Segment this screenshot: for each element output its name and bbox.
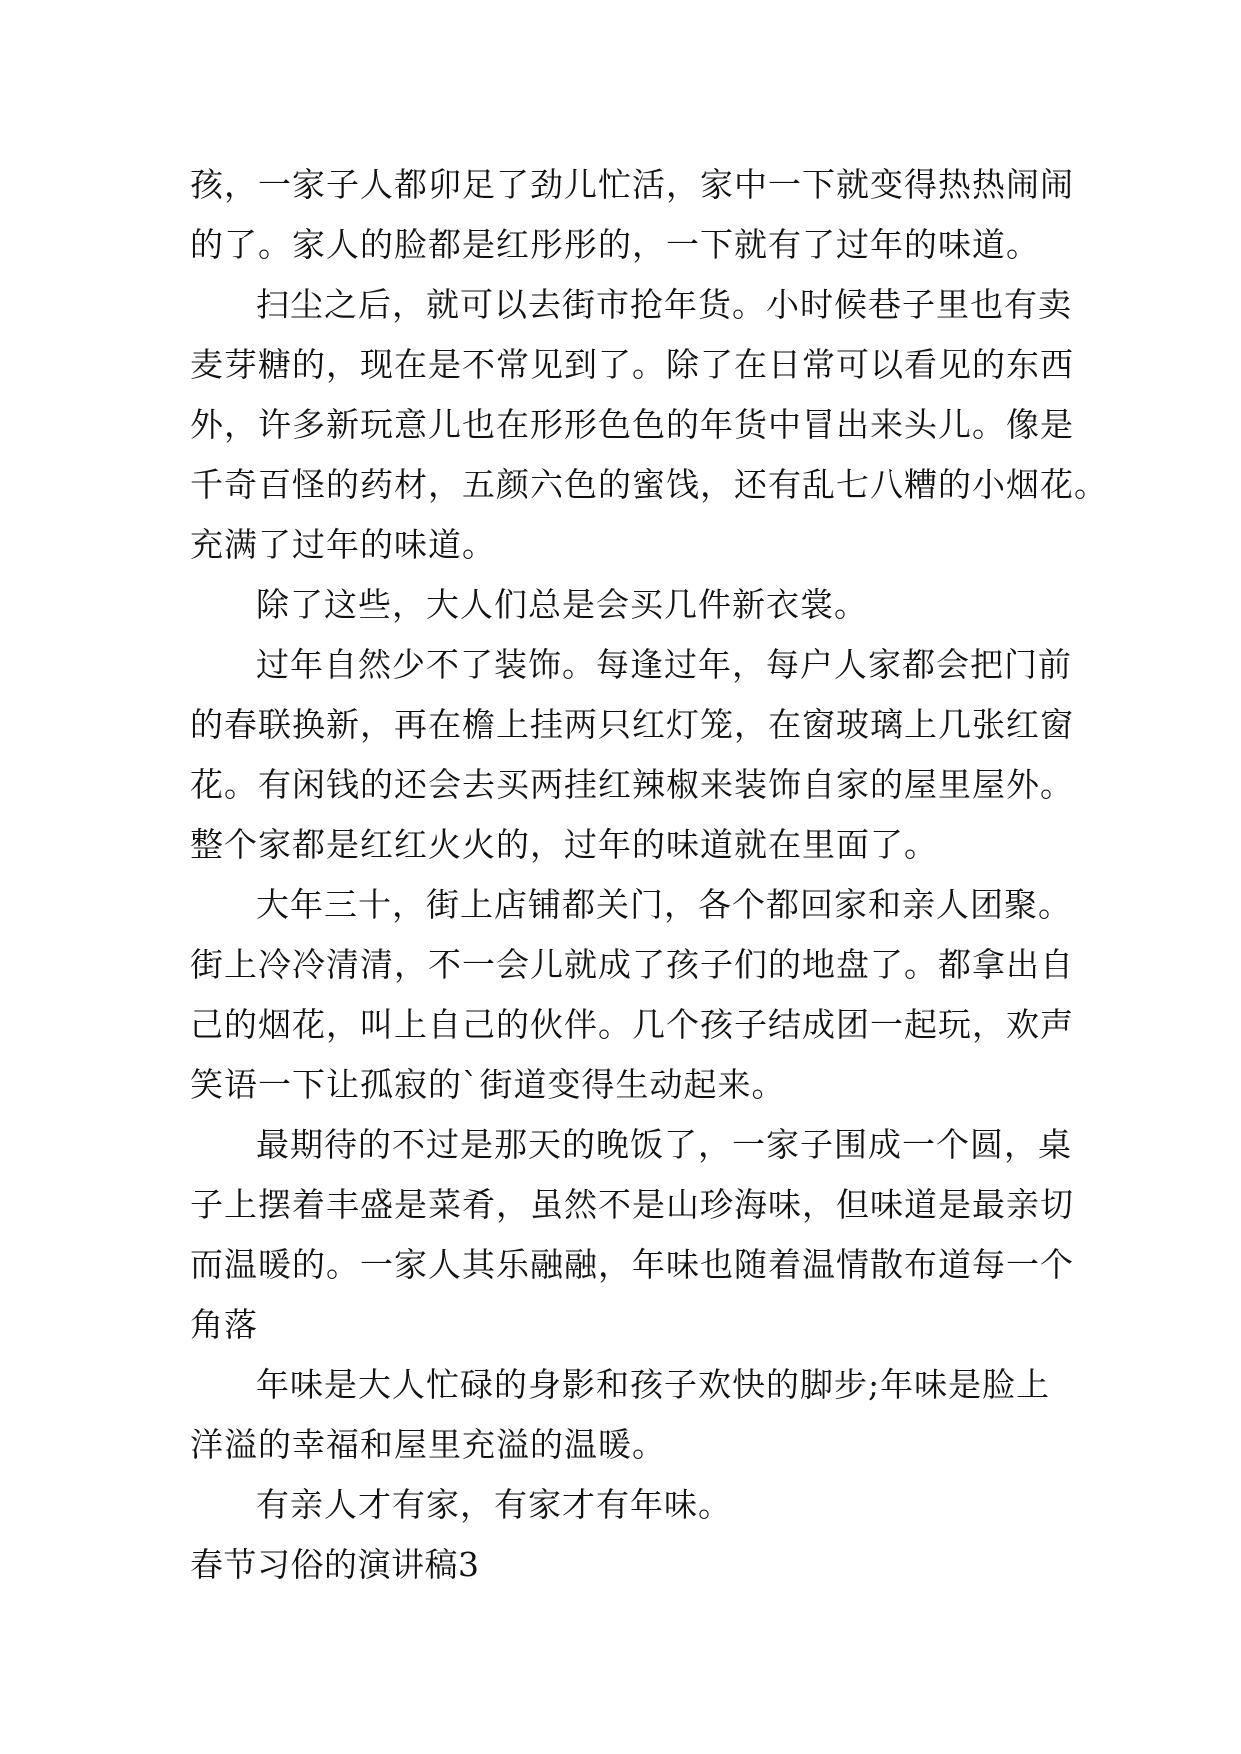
text-line: 子上摆着丰盛是菜肴，虽然不是山珍海味，但味道是最亲切 <box>190 1185 1074 1224</box>
document-body <box>190 155 1108 1595</box>
text-line: 孩，一家子人都卯足了劲儿忙活，家中一下就变得热热闹闹 <box>190 165 1074 204</box>
text-line: 麦芽糖的，现在是不常见到了。除了在日常可以看见的东西 <box>190 345 1074 384</box>
text-line: 过年自然少不了装饰。每逢过年，每户人家都会把门前 <box>256 645 1072 684</box>
text-line: 洋溢的幸福和屋里充溢的温暖。 <box>190 1425 666 1464</box>
section-heading: 春节习俗的演讲稿3 <box>190 1545 480 1584</box>
text-line: 街上冷冷清清，不一会儿就成了孩子们的地盘了。都拿出自 <box>190 945 1074 984</box>
text-line: 扫尘之后，就可以去街市抢年货。小时候巷子里也有卖 <box>256 285 1072 324</box>
text-line: 有亲人才有家，有家才有年味。 <box>256 1485 732 1524</box>
text-line: 年味是大人忙碌的身影和孩子欢快的脚步;年味是脸上 <box>256 1365 1051 1404</box>
text-line: 充满了过年的味道。 <box>190 525 496 564</box>
text-line: 而温暖的。一家人其乐融融，年味也随着温情散布道每一个 <box>190 1245 1074 1284</box>
text-line: 花。有闲钱的还会去买两挂红辣椒来装饰自家的屋里屋外。 <box>190 765 1074 804</box>
text-line: 的春联换新，再在檐上挂两只红灯笼，在窗玻璃上几张红窗 <box>190 705 1074 744</box>
text-line: 外，许多新玩意儿也在形形色色的年货中冒出来头儿。像是 <box>190 405 1074 444</box>
text-line: 笑语一下让孤寂的`街道变得生动起来。 <box>190 1065 786 1104</box>
text-line: 己的烟花，叫上自己的伙伴。几个孩子结成团一起玩，欢声 <box>190 1005 1074 1044</box>
text-line: 大年三十，街上店铺都关门，各个都回家和亲人团聚。 <box>256 885 1072 924</box>
text-line: 最期待的不过是那天的晚饭了，一家子围成一个圆，桌 <box>256 1125 1072 1164</box>
text-line: 整个家都是红红火火的，过年的味道就在里面了。 <box>190 825 938 864</box>
text-line: 角落 <box>190 1305 258 1344</box>
text-line: 除了这些，大人们总是会买几件新衣裳。 <box>256 585 868 624</box>
text-line: 的了。家人的脸都是红彤彤的，一下就有了过年的味道。 <box>190 225 1040 264</box>
text-line: 千奇百怪的药材，五颜六色的蜜饯，还有乱七八糟的小烟花。 <box>190 465 1108 504</box>
